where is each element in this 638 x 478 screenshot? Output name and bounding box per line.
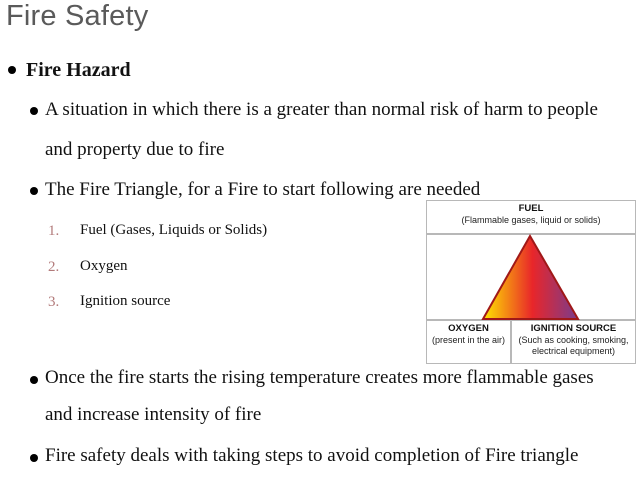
list-number: 2. [48, 259, 60, 275]
bullet-dot [30, 107, 38, 115]
ignition-sublabel-line1: (Such as cooking, smoking, [518, 335, 629, 345]
definition-line1: A situation in which there is a greater than normal risk of harm to people [45, 99, 598, 120]
oxygen-sublabel: (present in the air) [431, 335, 506, 345]
ignition-box [511, 320, 636, 364]
fuel-sublabel: (Flammable gases, liquid or solids) [461, 215, 601, 225]
triangle-intro: The Fire Triangle, for a Fire to start following are needed [45, 179, 481, 200]
list-item-oxygen: Oxygen [80, 258, 128, 274]
bullet-dot [30, 376, 38, 384]
oxygen-label: OXYGEN [448, 323, 489, 334]
ignition-sublabel-line2: electrical equipment) [531, 346, 616, 356]
list-number: 1. [48, 223, 60, 239]
bullet-dot [30, 454, 38, 462]
fire-triangle-diagram [426, 200, 636, 364]
rising-line1: Once the fire starts the rising temperature creates more flammable gases [45, 367, 594, 388]
list-number: 3. [48, 294, 60, 310]
slide-title: Fire Safety [6, 0, 149, 32]
oxygen-box [426, 320, 511, 364]
fire-triangle-shape [483, 236, 578, 319]
rising-line2: and increase intensity of fire [45, 404, 262, 425]
list-item-fuel: Fuel (Gases, Liquids or Solids) [80, 222, 268, 238]
hazard-heading: Fire Hazard [26, 59, 131, 81]
definition-line2: and property due to fire [45, 139, 225, 160]
bullet-dot [8, 66, 16, 74]
bullet-dot [30, 187, 38, 195]
list-item-ignition: Ignition source [80, 293, 171, 309]
fuel-label: FUEL [518, 203, 544, 214]
ignition-label: IGNITION SOURCE [530, 323, 617, 334]
fire-safety-text: Fire safety deals with taking steps to avoid completion of Fire triangle [45, 445, 579, 466]
